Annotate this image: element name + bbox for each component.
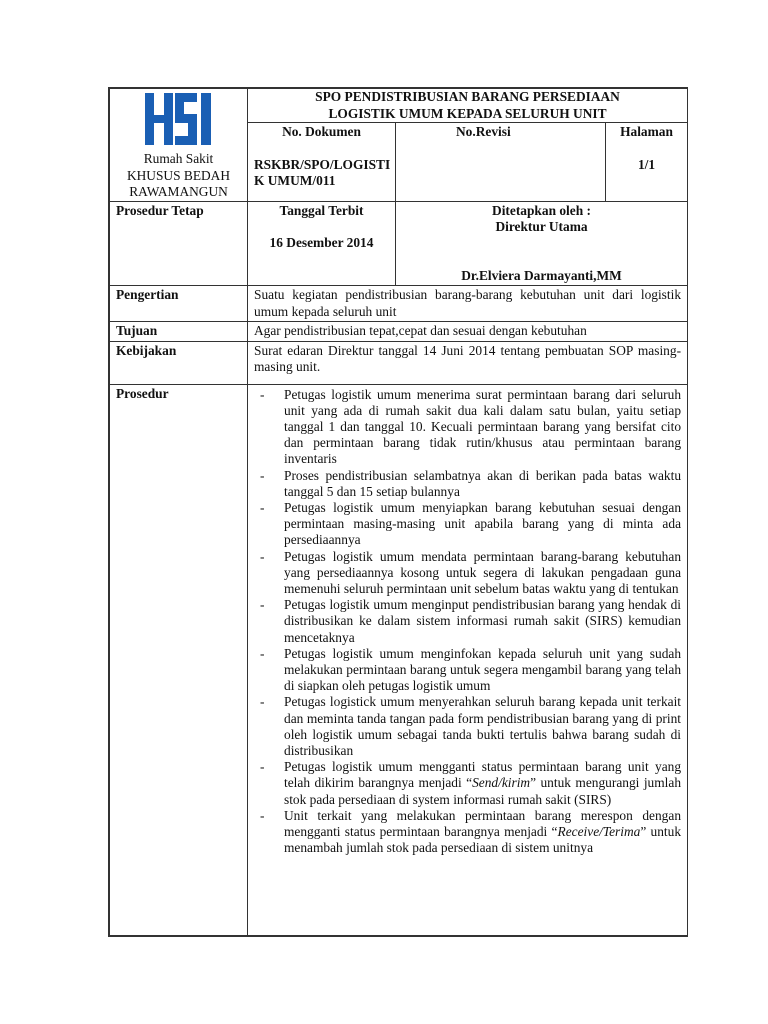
procedure-type-label: Prosedur Tetap [110, 201, 248, 286]
prosedur-row [110, 384, 688, 935]
pengertian-row [110, 286, 688, 322]
step8-text-a: Petugas logistik umum mengganti status permintaan barang unit yang telah dikirim barangnya menjadi “ [284, 759, 682, 791]
doc-number-cell [248, 123, 396, 202]
document-title [248, 89, 688, 123]
list-item: - Petugas logistik umum mendata permintaan barang-barang kebutuhan yang persediaannya kosong untuk segera di lakukan pengadaan guna memenuhi seluruh permintaan unit sebelum batas waktu yang di tentukan [254, 549, 681, 598]
list-item: - Petugas logistik umum menginput pendistribusian barang yang hendak di distribusikan ke dalam sistem informasi rumah sakit (SIRS) kemudian mencetaknya [254, 597, 681, 646]
spo-document [108, 87, 688, 937]
hospital-cell [110, 89, 248, 202]
step8-text-b: ” untuk mengurangi jumlah stok pada persediaan di system informasi rumah sakit (SIRS) [284, 775, 682, 807]
approved-by-title: Direktur Utama [495, 219, 588, 234]
pengertian-label: Pengertian [110, 286, 248, 322]
tujuan-text: Agar pendistribusian tepat,cepat dan sesuai dengan kebutuhan [248, 322, 688, 342]
list-item: - Petugas logistik umum menyiapkan barang kebutuhan sesuai dengan permintaan masing-masing unit apabila barang yang di minta ada persediaannya [254, 500, 681, 549]
step9-text-b: ” untuk menambah jumlah stok pada persediaan di sistem unitnya [284, 823, 682, 856]
spo-table [109, 88, 688, 936]
pengertian-text: Suatu kegiatan pendistribusian barang-barang kebutuhan unit dari logistik umum kepada seluruh unit [248, 286, 688, 322]
prosedur-steps [254, 387, 681, 857]
doc-number-value-line2: K UMUM/011 [254, 173, 336, 188]
title-row [110, 89, 688, 123]
doc-number-value-line1: RSKBR/SPO/LOGISTI [254, 156, 391, 172]
prosedur-steps-cell [248, 384, 688, 935]
step9-status-term: Receive/Terima [557, 823, 641, 839]
page-label: Halaman [620, 124, 673, 139]
hospital-name-line3: RAWAMANGUN [129, 184, 228, 199]
kebijakan-text: Surat edaran Direktur tanggal 14 Juni 2014 tentang pembuatan SOP masing-masing unit. [248, 341, 688, 384]
kebijakan-row [110, 341, 688, 384]
list-item [254, 759, 681, 808]
step9-text-a: Unit terkait yang melakukan permintaan barang merespon dengan mengganti status permintaan barangnya menjadi “ [284, 807, 682, 839]
revision-cell [396, 123, 606, 202]
list-item: - Petugas logistick umum menyerahkan seluruh barang kepada unit terkait dan meminta tanda tangan pada form pendistribusian barang yang di print oleh logistik umum sebagai tanda bukti tertulis bahwa barang sudah di distribusikan [254, 694, 681, 759]
approval-cell [396, 201, 688, 286]
title-line1: SPO PENDISTRIBUSIAN BARANG PERSEDIAAN [315, 89, 620, 104]
approved-by-name: Dr.Elviera Darmayanti,MM [461, 267, 622, 283]
list-item: - Proses pendistribusian selambatnya akan di berikan pada batas waktu tanggal 5 dan 15 setiap bulannya [254, 468, 681, 500]
issue-date-label: Tanggal Terbit [279, 202, 364, 218]
revision-label: No.Revisi [456, 124, 511, 139]
issue-date-value: 16 Desember 2014 [269, 235, 374, 250]
procedure-meta-row [110, 201, 688, 286]
list-item [254, 808, 681, 857]
list-item: - Petugas logistik umum menginfokan kepada seluruh unit yang sudah melakukan permintaan barang untuk segera mengambil barang yang telah di siapkan oleh petugas logistik umum [254, 646, 681, 695]
issue-date-cell [248, 201, 396, 286]
prosedur-label: Prosedur [110, 384, 248, 935]
kebijakan-label: Kebijakan [110, 341, 248, 384]
title-line2: LOGISTIK UMUM KEPADA SELURUH UNIT [328, 105, 607, 121]
list-item: - Petugas logistik umum menerima surat permintaan barang dari seluruh unit yang ada di rumah sakit dua kali dalam satu bulan, yaitu setiap tanggal 1 dan tanggal 10. Kecuali permintaan barang yang bersifat cito dan permintaan barang tidak rutin/khusus atau permintaan barang inventaris [254, 387, 681, 468]
tujuan-row [110, 322, 688, 342]
page-cell [606, 123, 688, 202]
approved-by-label: Ditetapkan oleh : [492, 202, 591, 218]
hospital-name-line2: KHUSUS BEDAH [126, 167, 231, 183]
step8-status-term: Send/kirim [472, 775, 531, 791]
tujuan-label: Tujuan [110, 322, 248, 342]
doc-number-label: No. Dokumen [282, 124, 361, 139]
hospital-name-line1: Rumah Sakit [143, 151, 214, 166]
page-value: 1/1 [637, 156, 656, 172]
rskb-logo-icon [143, 91, 215, 147]
